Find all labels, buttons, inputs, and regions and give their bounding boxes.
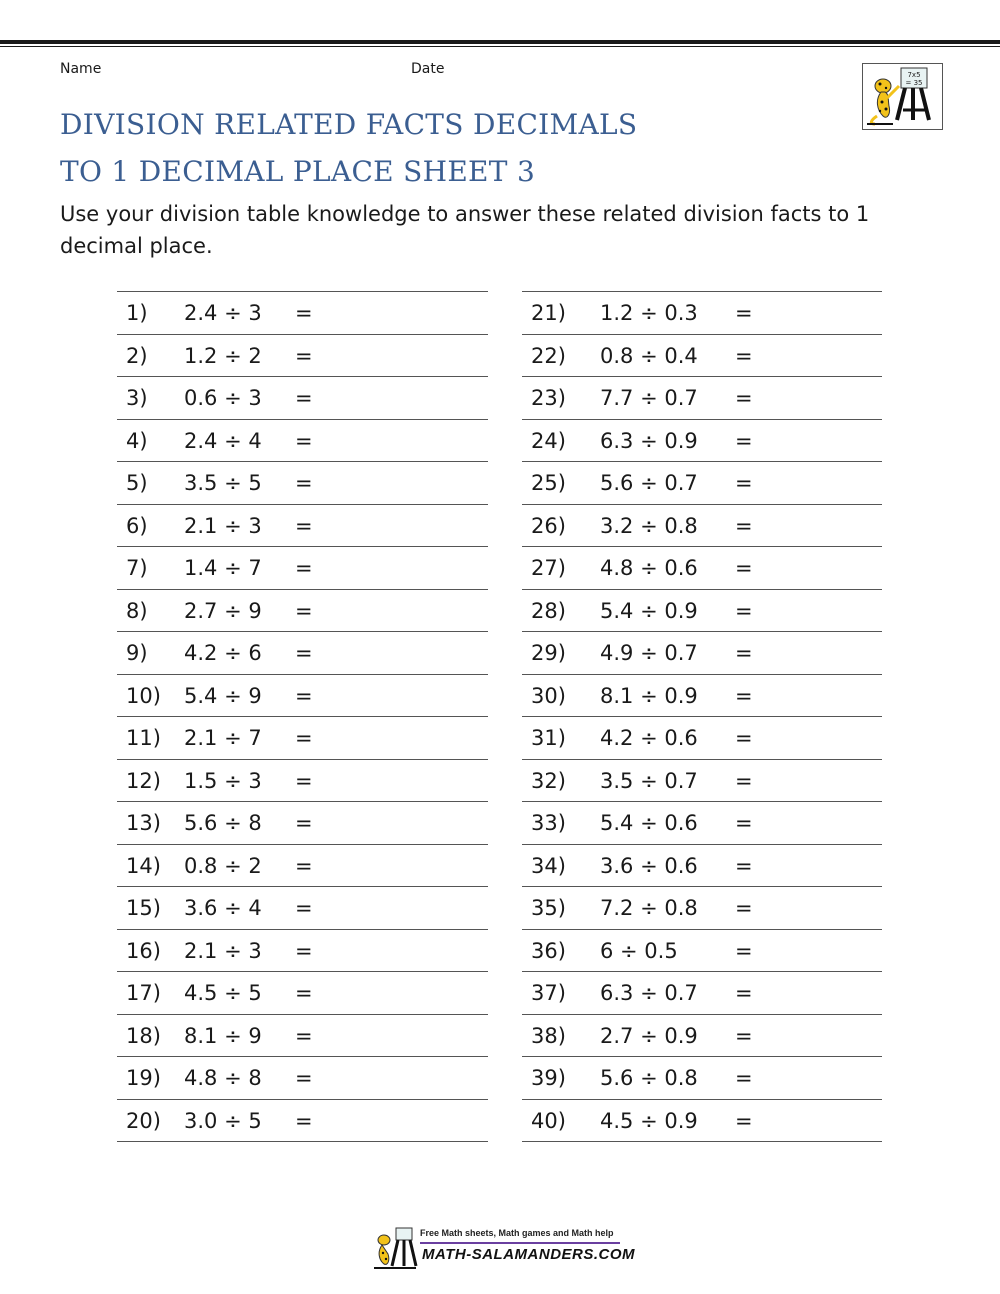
equals-sign: = xyxy=(295,301,313,325)
problem-row xyxy=(117,801,488,844)
problem-row xyxy=(117,291,488,334)
problem-expression: 6 ÷ 0.5 xyxy=(600,938,678,963)
problem-expression: 4.8 ÷ 8 xyxy=(184,1066,262,1090)
problem-number: 17) xyxy=(126,981,161,1005)
equals-sign: = xyxy=(735,428,753,453)
equals-sign: = xyxy=(295,938,313,963)
problem-row xyxy=(522,759,882,802)
problem-row xyxy=(522,674,882,717)
problem-expression: 2.7 ÷ 9 xyxy=(184,598,262,623)
problem-number: 11) xyxy=(126,726,161,750)
problem-expression: 3.5 ÷ 5 xyxy=(184,471,262,495)
problem-number: 21) xyxy=(531,301,566,325)
problem-row xyxy=(522,631,882,674)
equals-sign: = xyxy=(735,896,753,920)
footer-salamander-icon xyxy=(372,1226,418,1272)
problem-number: 5) xyxy=(126,471,148,495)
equals-sign: = xyxy=(295,896,313,920)
logo-text-1: 7x5 xyxy=(907,71,921,79)
problem-expression: 3.5 ÷ 0.7 xyxy=(600,768,698,793)
problem-row xyxy=(117,886,488,929)
problem-expression: 8.1 ÷ 0.9 xyxy=(600,683,698,708)
problem-expression: 5.6 ÷ 0.8 xyxy=(600,1066,698,1090)
worksheet-title-line1: DIVISION RELATED FACTS DECIMALS xyxy=(60,108,638,141)
problem-expression: 2.4 ÷ 4 xyxy=(184,428,262,453)
equals-sign: = xyxy=(735,1066,753,1090)
equals-sign: = xyxy=(295,343,313,368)
problem-row xyxy=(522,801,882,844)
problem-number: 13) xyxy=(126,811,161,835)
equals-sign: = xyxy=(295,1108,313,1133)
problem-number: 24) xyxy=(531,428,566,453)
problem-number: 33) xyxy=(531,811,566,835)
problem-number: 19) xyxy=(126,1066,161,1090)
problem-number: 2) xyxy=(126,343,148,368)
problem-expression: 5.4 ÷ 9 xyxy=(184,683,262,708)
equals-sign: = xyxy=(295,1066,313,1090)
problem-number: 35) xyxy=(531,896,566,920)
problem-row xyxy=(117,716,488,759)
equals-sign: = xyxy=(295,641,313,665)
date-label: Date xyxy=(411,61,445,77)
problem-number: 25) xyxy=(531,471,566,495)
equals-sign: = xyxy=(735,301,753,325)
problem-row xyxy=(522,844,882,887)
salamander-icon xyxy=(863,64,942,129)
problem-row xyxy=(522,461,882,504)
equals-sign: = xyxy=(295,853,313,878)
problem-row xyxy=(522,1014,882,1057)
equals-sign: = xyxy=(295,811,313,835)
problem-expression: 5.4 ÷ 0.9 xyxy=(600,598,698,623)
problem-expression: 5.6 ÷ 8 xyxy=(184,811,262,835)
equals-sign: = xyxy=(735,471,753,495)
problem-row xyxy=(117,546,488,589)
equals-sign: = xyxy=(735,981,753,1005)
problem-expression: 2.1 ÷ 3 xyxy=(184,938,262,963)
problem-number: 32) xyxy=(531,768,566,793)
problem-number: 9) xyxy=(126,641,148,665)
problem-expression: 6.3 ÷ 0.7 xyxy=(600,981,698,1005)
problem-expression: 0.8 ÷ 0.4 xyxy=(600,343,698,368)
equals-sign: = xyxy=(735,853,753,878)
problem-expression: 4.9 ÷ 0.7 xyxy=(600,641,698,665)
problem-number: 37) xyxy=(531,981,566,1005)
problem-number: 12) xyxy=(126,768,161,793)
equals-sign: = xyxy=(295,683,313,708)
problem-number: 20) xyxy=(126,1108,161,1133)
problem-expression: 7.2 ÷ 0.8 xyxy=(600,896,698,920)
equals-sign: = xyxy=(295,428,313,453)
problem-number: 15) xyxy=(126,896,161,920)
problem-expression: 2.7 ÷ 0.9 xyxy=(600,1023,698,1048)
problem-number: 23) xyxy=(531,386,566,410)
problem-row xyxy=(522,376,882,419)
column-bottom-rule xyxy=(117,1141,488,1142)
problem-expression: 8.1 ÷ 9 xyxy=(184,1023,262,1048)
problem-number: 30) xyxy=(531,683,566,708)
equals-sign: = xyxy=(735,1108,753,1133)
problem-row xyxy=(522,504,882,547)
problem-row xyxy=(522,546,882,589)
logo-text-2: = 35 xyxy=(905,79,923,87)
problem-expression: 0.8 ÷ 2 xyxy=(184,853,262,878)
problem-expression: 1.5 ÷ 3 xyxy=(184,768,262,793)
problem-expression: 4.2 ÷ 0.6 xyxy=(600,726,698,750)
footer-tagline: Free Math sheets, Math games and Math help xyxy=(420,1228,614,1238)
equals-sign: = xyxy=(295,513,313,538)
worksheet-title-line2: TO 1 DECIMAL PLACE SHEET 3 xyxy=(60,155,536,188)
equals-sign: = xyxy=(735,598,753,623)
footer-logo xyxy=(372,1226,636,1272)
problem-number: 26) xyxy=(531,513,566,538)
problem-number: 31) xyxy=(531,726,566,750)
problem-number: 14) xyxy=(126,853,161,878)
problem-row xyxy=(117,1056,488,1099)
problem-number: 3) xyxy=(126,386,148,410)
equals-sign: = xyxy=(295,768,313,793)
equals-sign: = xyxy=(295,471,313,495)
problem-expression: 5.4 ÷ 0.6 xyxy=(600,811,698,835)
problem-expression: 1.2 ÷ 2 xyxy=(184,343,262,368)
name-label: Name xyxy=(60,61,102,77)
problem-number: 40) xyxy=(531,1108,566,1133)
equals-sign: = xyxy=(735,343,753,368)
problem-row xyxy=(117,1099,488,1142)
column-bottom-rule xyxy=(522,1141,882,1142)
equals-sign: = xyxy=(295,598,313,623)
problem-row xyxy=(522,971,882,1014)
problem-expression: 4.8 ÷ 0.6 xyxy=(600,556,698,580)
problem-number: 29) xyxy=(531,641,566,665)
problem-row xyxy=(117,971,488,1014)
problem-row xyxy=(117,759,488,802)
problem-number: 1) xyxy=(126,301,148,325)
equals-sign: = xyxy=(735,1023,753,1048)
equals-sign: = xyxy=(295,981,313,1005)
footer-underline xyxy=(420,1242,620,1244)
problem-number: 4) xyxy=(126,428,148,453)
problem-row xyxy=(522,1056,882,1099)
problems-column-left xyxy=(117,291,488,1142)
problem-expression: 3.6 ÷ 0.6 xyxy=(600,853,698,878)
problem-number: 8) xyxy=(126,598,148,623)
equals-sign: = xyxy=(735,641,753,665)
equals-sign: = xyxy=(735,811,753,835)
equals-sign: = xyxy=(295,556,313,580)
problem-number: 27) xyxy=(531,556,566,580)
problem-expression: 3.0 ÷ 5 xyxy=(184,1108,262,1133)
salamander-logo xyxy=(862,63,943,130)
problem-expression: 6.3 ÷ 0.9 xyxy=(600,428,698,453)
equals-sign: = xyxy=(295,386,313,410)
equals-sign: = xyxy=(735,513,753,538)
top-border xyxy=(0,40,1000,44)
problem-row xyxy=(522,291,882,334)
problem-row xyxy=(522,929,882,972)
problem-expression: 2.1 ÷ 3 xyxy=(184,513,262,538)
problem-number: 34) xyxy=(531,853,566,878)
problem-number: 18) xyxy=(126,1023,161,1048)
problem-row xyxy=(522,419,882,462)
problem-number: 22) xyxy=(531,343,566,368)
problem-number: 28) xyxy=(531,598,566,623)
problem-row xyxy=(117,1014,488,1057)
problem-expression: 7.7 ÷ 0.7 xyxy=(600,386,698,410)
problem-expression: 2.4 ÷ 3 xyxy=(184,301,262,325)
problem-row xyxy=(522,886,882,929)
problem-row xyxy=(117,419,488,462)
equals-sign: = xyxy=(735,386,753,410)
problem-number: 36) xyxy=(531,938,566,963)
problem-expression: 5.6 ÷ 0.7 xyxy=(600,471,698,495)
problem-row xyxy=(117,631,488,674)
instructions-text: Use your division table knowledge to answer these related division facts to 1 decimal place. xyxy=(60,202,870,258)
top-border-thin xyxy=(0,46,1000,47)
problem-number: 7) xyxy=(126,556,148,580)
problem-row xyxy=(117,504,488,547)
equals-sign: = xyxy=(295,726,313,750)
problem-expression: 1.4 ÷ 7 xyxy=(184,556,262,580)
problems-column-right xyxy=(522,291,882,1142)
problem-expression: 3.6 ÷ 4 xyxy=(184,896,262,920)
equals-sign: = xyxy=(735,938,753,963)
problem-row xyxy=(117,589,488,632)
problem-row xyxy=(117,376,488,419)
problem-number: 6) xyxy=(126,513,148,538)
problem-expression: 0.6 ÷ 3 xyxy=(184,386,262,410)
problem-row xyxy=(117,334,488,377)
problem-expression: 2.1 ÷ 7 xyxy=(184,726,262,750)
problem-number: 10) xyxy=(126,683,161,708)
problem-expression: 4.5 ÷ 5 xyxy=(184,981,262,1005)
problem-number: 39) xyxy=(531,1066,566,1090)
problem-number: 16) xyxy=(126,938,161,963)
equals-sign: = xyxy=(735,768,753,793)
footer-site-name: MATH-SALAMANDERS.COM xyxy=(422,1246,636,1263)
problem-row xyxy=(117,929,488,972)
problem-row xyxy=(117,461,488,504)
problem-row xyxy=(117,674,488,717)
problem-row xyxy=(522,334,882,377)
equals-sign: = xyxy=(735,683,753,708)
problem-expression: 3.2 ÷ 0.8 xyxy=(600,513,698,538)
problem-expression: 4.5 ÷ 0.9 xyxy=(600,1108,698,1133)
problem-row xyxy=(522,716,882,759)
equals-sign: = xyxy=(735,726,753,750)
problem-number: 38) xyxy=(531,1023,566,1048)
problem-expression: 4.2 ÷ 6 xyxy=(184,641,262,665)
problem-expression: 1.2 ÷ 0.3 xyxy=(600,301,698,325)
problem-row xyxy=(522,1099,882,1142)
problem-row xyxy=(522,589,882,632)
equals-sign: = xyxy=(735,556,753,580)
equals-sign: = xyxy=(295,1023,313,1048)
problem-row xyxy=(117,844,488,887)
